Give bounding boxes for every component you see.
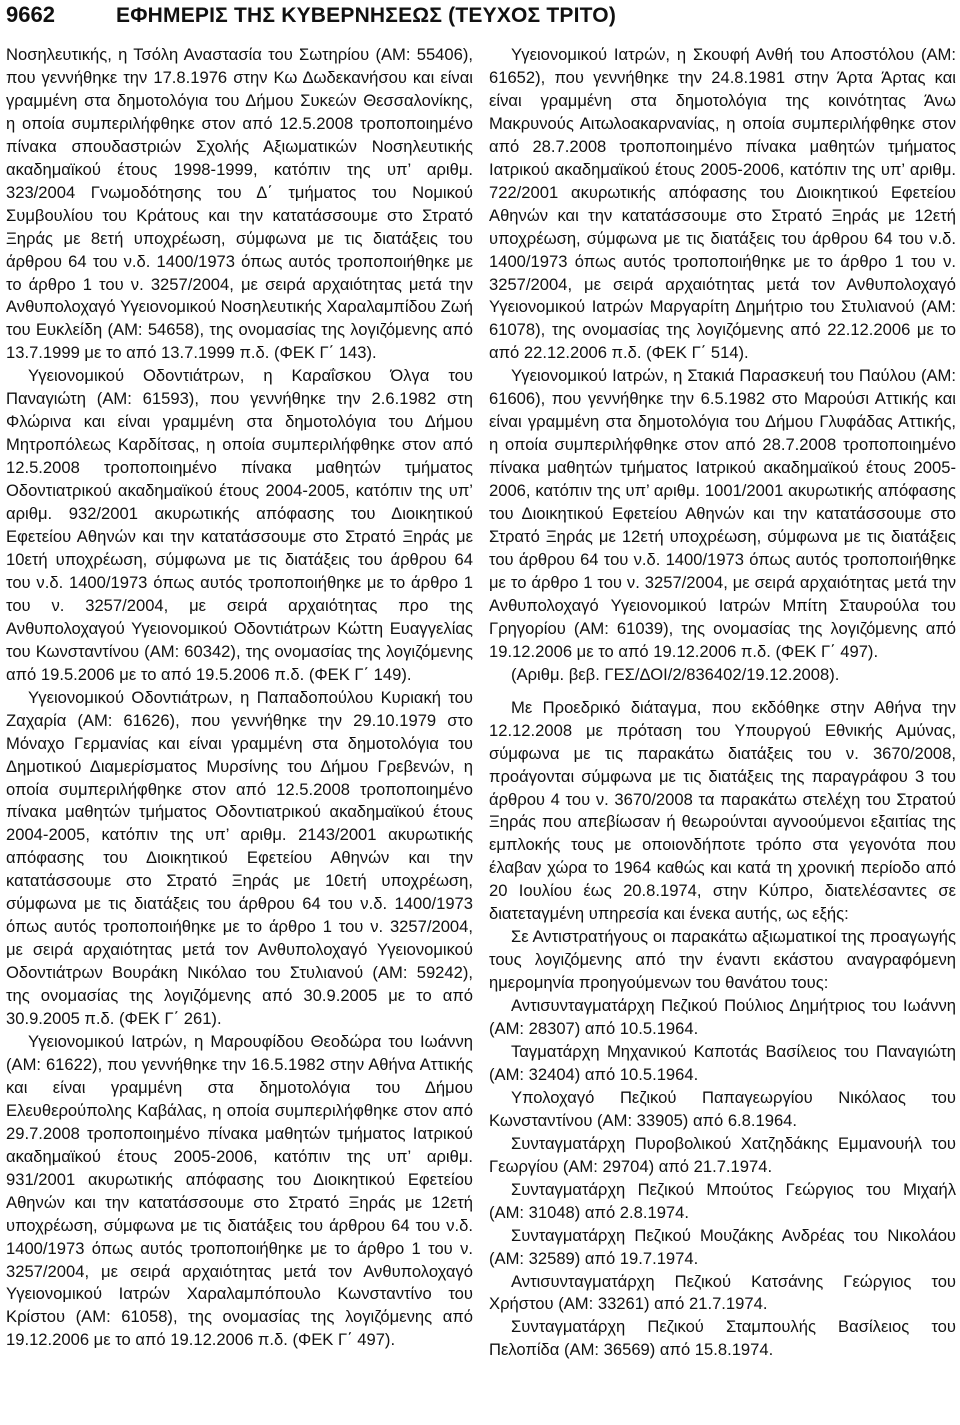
paragraph: Υγειονομικού Οδοντιάτρων, η Καραΐσκου Όλγα του Παναγιώτη (ΑΜ: 61593), που γεννήθηκε την 2.6.1982 στη Φλώρινα και είναι γραμμένη στα δημοτολόγια του Δήμου Μητροπόλεως Καρδίτσας, η οποία συμπεριλήφθηκε στον από 12.5.2008 τροποποιημένο πίνακα μαθητών τμήματος Οδοντιατρικού ακαδημαϊκού έτους 2004-2005, κατόπιν της υπ’ αριθμ. 932/2001 ακυρωτικής απόφασης του Διοικητικού Εφετείου Αθηνών και την κατατάσσουμε στο Στρατό Ξηράς με 10ετή υποχρέωση, σύμφωνα με τις διατάξεις του άρθρου 64 του ν.δ. 1400/1973 όπως αυτός τροποποιήθηκε με το άρθρο 1 του ν. 3257/2004, με σειρά αρχαιότητας προ της Ανθυπολοχαγού Υγειονομικού Οδοντιάτρων Κώττη Ευαγγελίας του Κωνσταντίνου (ΑΜ: 60342), της ονομασίας της λογιζόμενης από 19.5.2006 με το από 19.5.2006 π.δ. (ΦΕΚ Γ΄ 149). — [6, 366, 473, 684]
paragraph: Με Προεδρικό διάταγμα, που εκδόθηκε στην Αθήνα την 12.12.2008 με πρόταση του Υπουργού Εθνικής Αμύνας, σύμφωνα με τις παρακάτω διατάξεις του ν. 3670/2008, προάγονται σύμφωνα με τις διατάξεις της παραγράφου 3 του άρθρου 4 του ν. 3670/2008 τα παρακάτω στελέχη του Στρατού Ξηράς που απεβίωσαν ή θεωρούνται αγνοούμενοι εξαιτίας της εμπλοκής τους με οποιονδήποτε τρόπο στα γεγονότα που έλαβαν χώρα το 1964 καθώς και κατά τη χρονική περίοδο από 20 Ιουλίου έως 20.8.1974, στην Κύπρο, διατελέσαντες σε διατεταγμένη υπηρεσία και ένεκα αυτής, ως εξής: — [489, 697, 956, 924]
left-column — [6, 44, 473, 1352]
paragraph: Υγειονομικού Ιατρών, η Σκουφή Ανθή του Αποστόλου (ΑΜ: 61652), που γεννήθηκε την 24.8.1981 στην Άρτα Άρτας και είναι γραμμένη στα δημοτολόγια της κοινότητας Άνω Μακρυνούς Αιτωλοακαρνανίας, η οποία συμπεριλήφθηκε στον από 28.7.2008 τροποποιημένο πίνακα μαθητών τμήματος Ιατρικού ακαδημαϊκού έτους 2005-2006, κατόπιν της υπ’ αριθμ. 722/2001 ακυρωτικής απόφασης του Διοικητικού Εφετείου Αθηνών και την κατατάσσουμε στο Στρατό Ξηράς με 12ετή υποχρέωση, σύμφωνα με τις διατάξεις του άρθρου 64 του ν.δ. 1400/1973 όπως αυτός τροποποιήθηκε με το άρθρο 1 του ν. 3257/2004, με σειρά αρχαιότητας μετά τον Ανθυπολοχαγό Υγειονομικού Ιατρών Μαργαρίτη Δημήτριο του Στυλιανού (ΑΜ: 61078), της ονομασίας της λογιζόμενης από 22.12.2006 με το από 22.12.2006 π.δ. (ΦΕΚ Γ΄ 514). — [489, 45, 956, 363]
list-item: Αντισυνταγματάρχη Πεζικού Πούλιος Δημήτριος του Ιωάννη (ΑΜ: 28307) από 10.5.1964. — [489, 996, 956, 1039]
list-item: Ταγματάρχη Μηχανικού Καποτάς Βασίλειος του Παναγιώτη (ΑΜ: 32404) από 10.5.1964. — [489, 1041, 956, 1084]
journal-title: ΕΦΗΜΕΡΙΣ ΤΗΣ ΚΥΒΕΡΝΗΣΕΩΣ (ΤΕΥΧΟΣ ΤΡΙΤΟ) — [116, 4, 617, 27]
list-item: Συνταγματάρχη Πεζικού Σταμπουλής Βασίλειος του Πελοπίδα (ΑΜ: 36569) από 15.8.1974. — [489, 1317, 956, 1360]
page-number: 9662 — [6, 2, 55, 27]
paragraph: Σε Αντιστρατήγους οι παρακάτω αξιωματικοί της προαγωγής τους λογιζόμενης από την έναντι εκάστου αναγραφόμενη ημερομηνία προηγούμενων του θανάτου τους: — [489, 927, 956, 993]
paragraph: Υγειονομικού Ιατρών, η Μαρουφίδου Θεοδώρα του Ιωάννη (ΑΜ: 61622), που γεννήθηκε την 16.5.1982 στην Αθήνα Αττικής και είναι γραμμένη στα δημοτολόγια του Δήμου Ελευθερούπολης Καβάλας, η οποία συμπεριλήφθηκε στον από 29.7.2008 τροποποιημένο πίνακα μαθητών τμήματος Ιατρικού ακαδημαϊκού έτους 2005-2006, κατόπιν της υπ’ αριθμ. 931/2001 ακυρωτικής απόφασης του Διοικητικού Εφετείου Αθηνών και την κατατάσσουμε στο Στρατό Ξηράς με 12ετή υποχρέωση, σύμφωνα με τις διατάξεις του άρθρου 64 του ν.δ. 1400/1973 όπως αυτός τροποποιήθηκε με το άρθρο 1 του ν. 3257/2004, με σειρά αρχαιότητας μετά τον Ανθυπολοχαγό Υγειονομικού Ιατρών Χαραλαμπόπουλο Κωνσταντίνο του Κρίστου (ΑΜ: 61058), της ονομασίας της λογιζόμενης από 19.12.2006 με το από 19.12.2006 π.δ. (ΦΕΚ Γ΄ 497). — [6, 1031, 473, 1350]
list-item: Υπολοχαγό Πεζικού Παπαγεωργίου Νικόλαος του Κωνσταντίνου (ΑΜ: 33905) από 6.8.1964. — [489, 1087, 956, 1130]
list-item: Συνταγματάρχη Πυροβολικού Χατζηδάκης Εμμανουήλ του Γεωργίου (ΑΜ: 29704) από 21.7.1974. — [489, 1133, 956, 1176]
list-item: Συνταγματάρχη Πεζικού Μουζάκης Ανδρέας του Νικολάου (ΑΜ: 32589) από 19.7.1974. — [489, 1225, 956, 1268]
right-column — [489, 44, 956, 1362]
list-item: Αντισυνταγματάρχη Πεζικού Κατσάνης Γεώργιος του Χρήστου (ΑΜ: 33261) από 21.7.1974. — [489, 1271, 956, 1314]
list-item: Συνταγματάρχη Πεζικού Μπούτος Γεώργιος του Μιχαήλ (ΑΜ: 31048) από 2.8.1974. — [489, 1179, 956, 1222]
page-header — [6, 2, 954, 32]
paragraph: Υγειονομικού Ιατρών, η Στακιά Παρασκευή του Παύλου (ΑΜ: 61606), που γεννήθηκε την 6.5.1982 στο Μαρούσι Αττικής και είναι γραμμένη στα δημοτολόγια του Δήμου Γλυφάδας Αττικής, η οποία συμπεριλήφθηκε στον από 28.7.2008 τροποποιημένο πίνακα μαθητών τμήματος Ιατρικού ακαδημαϊκού έτους 2005-2006, κατόπιν της υπ’ αριθμ. 1001/2001 ακυρωτικής απόφασης του Διοικητικού Εφετείου Αθηνών και την κατατάσσουμε στο Στρατό Ξηράς με 12ετή υποχρέωση, σύμφωνα με τις διατάξεις του άρθρου 64 του ν.δ. 1400/1973 όπως αυτός τροποποιήθηκε με το άρθρο 1 του ν. 3257/2004, με σειρά αρχαιότητας μετά την Ανθυπολοχαγό Υγειονομικού Ιατρών Μπίτη Σταυρούλα του Γρηγορίου (ΑΜ: 61039), της ονομασίας της λογιζόμενης από 19.12.2006 με το από 19.12.2006 π.δ. (ΦΕΚ Γ΄ 497). — [489, 366, 956, 661]
paragraph: Νοσηλευτικής, η Τσόλη Αναστασία του Σωτηρίου (ΑΜ: 55406), που γεννήθηκε την 17.8.1976 στην Κω Δωδεκανήσου και είναι γραμμένη στα δημοτολόγια του Δήμου Συκεών Θεσσαλονίκης, η οποία συμπεριλήφθηκε στον από 12.5.2008 τροποποιημένο πίνακα σπουδαστριών Σχολής Αξιωματικών Νοσηλευτικής ακαδημαϊκού έτους 1998-1999, κατόπιν της υπ’ αριθμ. 323/2004 Γνωμοδότησης του Δ΄ τμήματος του Νομικού Συμβουλίου του Κράτους και την κατατάσσουμε στο Στρατό Ξηράς με 8ετή υποχρέωση, σύμφωνα με τις διατάξεις του άρθρου 64 του ν.δ. 1400/1973 όπως αυτός τροποποιήθηκε με το άρθρο 1 του ν. 3257/2004, με σειρά αρχαιότητας μετά την Ανθυπολοχαγό Υγειονομικού Νοσηλευτικής Χαραλαμπίδου Ζωή του Ευκλείδη (ΑΜ: 54658), της ονομασίας της λογιζόμενης από 13.7.1999 με το από 13.7.1999 π.δ. (ΦΕΚ Γ΄ 143). — [6, 45, 474, 363]
reference-line: (Αριθμ. βεβ. ΓΕΣ/ΔΟΙ/2/836402/19.12.2008). — [511, 664, 840, 684]
paragraph: Υγειονομικού Οδοντιάτρων, η Παπαδοπούλου Κυριακή του Ζαχαρία (ΑΜ: 61626), που γεννήθηκε την 29.10.1979 στο Μόναχο Γερμανίας και είναι γραμμένη στα δημοτολόγια του Δημοτικού Διαμερίσματος Μυρσίνης του Δήμου Γρεβενών, η οποία συμπεριλήφθηκε στον από 12.5.2008 τροποποιημένο πίνακα μαθητών τμήματος Οδοντιατρικού ακαδημαϊκού έτους 2004-2005, κατόπιν της υπ’ αριθμ. 2143/2001 ακυρωτικής απόφασης του Διοικητικού Εφετείου Αθηνών και την κατατάσσουμε στο Στρατό Ξηράς με 10ετή υποχρέωση, σύμφωνα με τις διατάξεις του άρθρου 64 του ν.δ. 1400/1973 όπως αυτός τροποποιήθηκε με το άρθρο 1 του ν. 3257/2004, με σειρά αρχαιότητας μετά τον Ανθυπολοχαγό Υγειονομικού Οδοντιάτρων Βουράκη Νικόλαο του Στυλιανού (ΑΜ: 59242), της ονομασίας της λογιζόμενης από 30.9.2005 με το από 30.9.2005 π.δ. (ΦΕΚ Γ΄ 261). — [6, 687, 473, 1029]
